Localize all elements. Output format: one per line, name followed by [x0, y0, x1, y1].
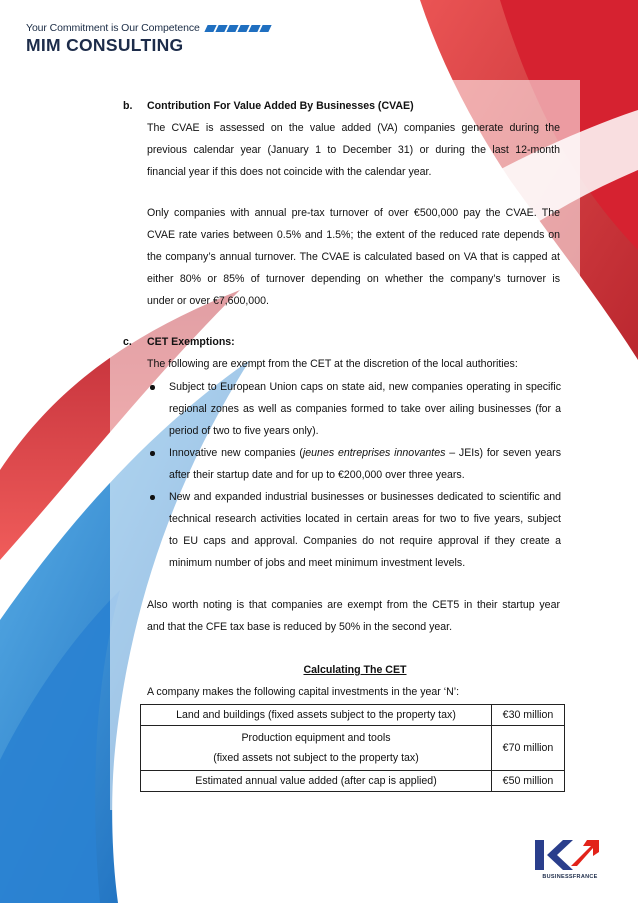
text-line: New and expanded industrial businesses or businesses dedicated to scientific and — [169, 491, 561, 503]
table-cell: €50 million — [492, 771, 565, 792]
section-c-letter: c. — [123, 336, 132, 348]
text-line — [169, 442, 561, 464]
table-row — [141, 705, 565, 726]
text-line: after their startup date and for up to €200,000 over three years. — [169, 469, 465, 481]
bullet-item-2 — [169, 442, 561, 486]
section-c-intro: The following are exempt from the CET at the discretion of the local authorities: — [147, 358, 518, 370]
text-line: Production equipment and tools — [241, 732, 391, 744]
section-b-letter: b. — [123, 100, 133, 112]
table-row — [141, 726, 565, 771]
table-cell — [141, 726, 492, 771]
text-line: and that the CFE tax base is reduced by 50% in the second year. — [147, 621, 453, 633]
bullet-icon — [150, 495, 155, 500]
text-line: (fixed assets not subject to the property tax) — [213, 752, 419, 764]
brand-name: MIM CONSULTING — [26, 35, 184, 55]
calc-intro: A company makes the following capital investments in the year ‘N’: — [147, 686, 460, 698]
text-line: minimum number of jobs and meet minimum investment levels. — [169, 557, 466, 569]
section-b-heading: Contribution For Value Added By Businesses (CVAE) — [147, 100, 414, 112]
text-line: Subject to European Union caps on state aid, new companies operating in specific — [169, 381, 561, 393]
text-line: to EU caps and approval. Companies do not require approval if they create a — [169, 535, 561, 547]
text-line: financial year if this does not coincide with the calendar year. — [147, 166, 432, 178]
text-line: technical research activities located in certain areas for two to five years, subject — [169, 513, 561, 525]
businessfrance-logo-text: BUSINESSFRANCE — [542, 874, 598, 880]
calc-heading: Calculating The CET — [303, 664, 407, 676]
table-cell: €30 million — [492, 705, 565, 726]
text-segment: – JEIs) for seven years — [445, 447, 562, 459]
text-line: either 80% or 85% of turnover depending on whether the company’s turnover is — [147, 273, 560, 285]
text-line: CVAE rate varies between 0.5% and 1.5%; the extent of the reduced rate depends on — [147, 229, 560, 241]
text-line: period of two to five years only). — [169, 425, 319, 437]
section-c-note — [147, 594, 560, 638]
table-row — [141, 771, 565, 792]
text-line: Only companies with annual pre-tax turnover of over €500,000 pay the CVAE. The — [147, 207, 560, 219]
text-line: The CVAE is assessed on the value added (VA) companies generate during the — [147, 122, 560, 134]
bullet-icon — [150, 451, 155, 456]
section-b-para1 — [147, 117, 560, 183]
section-b-para2 — [147, 202, 560, 312]
table-cell: Estimated annual value added (after cap is applied) — [141, 771, 492, 792]
text-segment: Innovative new companies ( — [169, 447, 303, 459]
businessfrance-logo-icon — [535, 836, 601, 874]
cet-table — [140, 704, 565, 792]
italic-term: jeunes entreprises innovantes — [302, 447, 446, 459]
section-c-heading: CET Exemptions: — [147, 336, 235, 348]
text-line: the company’s annual turnover. The CVAE is calculated based on VA that is capped at — [147, 251, 560, 263]
table-cell: €70 million — [492, 726, 565, 771]
table-cell: Land and buildings (fixed assets subject to the property tax) — [141, 705, 492, 726]
text-line: Also worth noting is that companies are exempt from the CET5 in their startup year — [147, 599, 560, 611]
bullet-item-3 — [169, 486, 561, 574]
text-line: under or over €7,600,000. — [147, 295, 269, 307]
text-line: previous calendar year (January 1 to December 31) or during the last 12-month — [147, 144, 560, 156]
tagline: Your Commitment is Our Competence — [26, 22, 200, 34]
bullet-item-1 — [169, 376, 561, 442]
text-line: regional zones as well as companies formed to take over ailing businesses (for a — [169, 403, 561, 415]
bullet-icon — [150, 385, 155, 390]
